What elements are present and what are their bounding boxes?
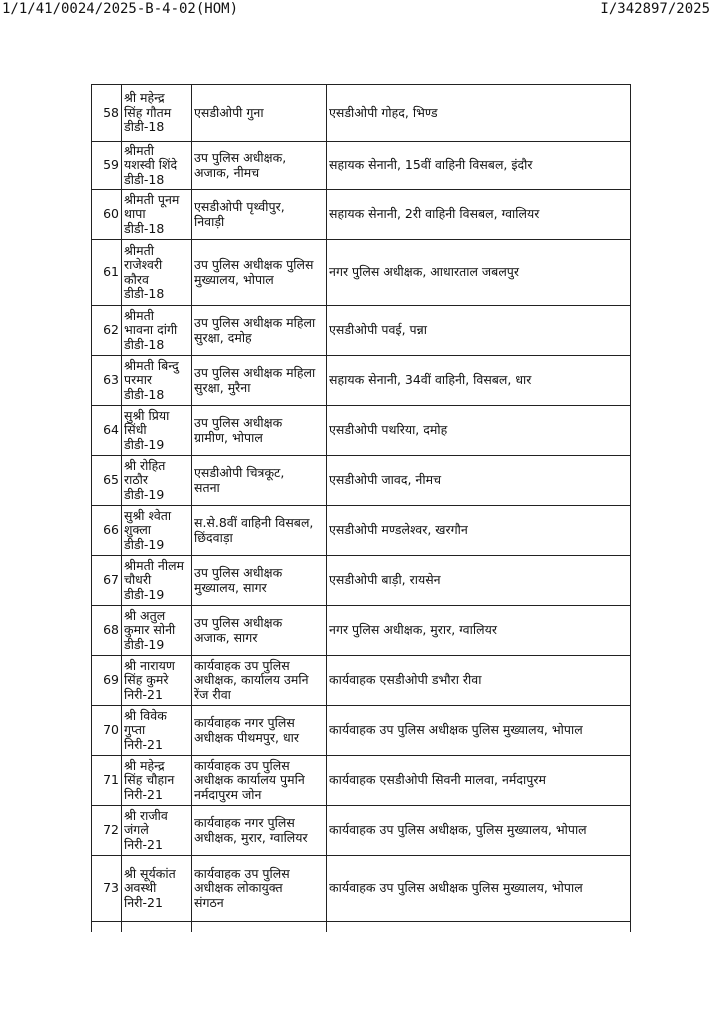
officer-name [122,856,192,922]
table-row [92,806,631,856]
new-posting: नगर पुलिस अधीक्षक, मुरार, ग्वालियर [327,606,631,656]
officer-name-line: श्रीमती नीलम [124,557,185,573]
officer-name-line: अवस्थी [124,880,157,896]
officer-name-line: डीडी-19 [124,486,165,502]
current-posting-line: उप पुलिस अधीक्षक महिला [194,315,316,330]
new-posting: सहायक सेनानी, 34वीं वाहिनी, विसबल, धार [327,356,631,406]
officer-name-line: थापा [124,206,146,222]
current-posting [192,856,327,922]
officer-name [122,806,192,856]
current-posting-line: निवाड़ी [194,213,225,229]
table-row [92,606,631,656]
serial-number: 69 [92,656,122,706]
current-posting-line: उप पुलिस अधीक्षक [194,565,283,580]
current-posting-line: स.से.8वीं वाहिनी विसबल, [194,515,314,530]
current-posting-line: सुरक्षा, मुरैना [194,379,251,395]
officer-name [122,85,192,142]
new-posting: कार्यवाहक एसडीओपी सिवनी मालवा, नर्मदापुरम [327,756,631,806]
officer-name-line: श्री महेन्द्र [124,90,165,106]
serial-number: 65 [92,456,122,506]
officer-name-line: परमार [124,372,153,388]
officer-name-line: भावना दांगी [124,322,178,338]
officer-name-line: श्रीमती [124,307,154,323]
serial-number: 70 [92,706,122,756]
table-row [92,240,631,306]
current-posting-line: नर्मदापुरम जोन [194,786,262,802]
serial-number: 66 [92,506,122,556]
new-posting: एसडीओपी पथरिया, दमोह [327,406,631,456]
current-posting-line: अधीक्षक, मुरार, ग्वालियर [194,829,308,845]
table-row [92,556,631,606]
officer-name-line: निरी-21 [124,686,163,702]
officer-name-line: डीडी-18 [124,336,165,352]
current-posting-line: ग्रामीण, भोपाल [194,429,263,445]
current-posting [192,356,327,406]
officer-name [122,656,192,706]
officer-name-line: जंगले [124,822,149,838]
table-row [92,456,631,506]
new-posting: कार्यवाहक उप पुलिस अधीक्षक पुलिस मुख्यालय, भोपाल [327,706,631,756]
current-posting-line: अधीक्षक कार्यालय पुमनि [194,772,305,788]
new-posting: एसडीओपी बाड़ी, रायसेन [327,556,631,606]
officer-name [122,456,192,506]
current-posting [192,142,327,190]
new-posting: एसडीओपी मण्डलेश्वर, खरगौन [327,506,631,556]
current-posting-line: छिंदवाड़ा [194,529,233,545]
serial-number: 58 [92,85,122,142]
current-posting [192,756,327,806]
new-posting: एसडीओपी पवई, पन्ना [327,306,631,356]
officer-name-line: सिंह चौहान [124,772,175,788]
continued-row [92,922,631,933]
officer-name [122,240,192,306]
officer-name-line: राठौर [124,472,148,488]
current-posting [192,85,327,142]
document-number: I/342897/2025 [600,1,710,17]
current-posting-line: उप पुलिस अधीक्षक [194,415,283,430]
page-header [0,0,724,20]
officer-name-line: सुश्री प्रिया [124,407,170,423]
officer-name-line: राजेश्वरी [124,257,163,272]
officer-name-line: श्री नारायण [124,657,175,673]
officer-name [122,556,192,606]
serial-number: 64 [92,406,122,456]
officer-name-line: सिंह गौतम [124,104,172,120]
officer-name [122,190,192,240]
new-posting: सहायक सेनानी, 2री वाहिनी विसबल, ग्वालियर [327,190,631,240]
officer-name-line: डीडी-18 [124,119,165,135]
officer-name-line: सुश्री श्वेता [124,507,172,523]
current-posting-line: अजाक, नीमच [194,164,260,180]
current-posting-line: एसडीओपी गुना [194,104,264,120]
serial-number: 73 [92,856,122,922]
officer-name [122,506,192,556]
serial-number: 59 [92,142,122,190]
officer-name-line: डीडी-18 [124,171,165,187]
new-posting: कार्यवाहक उप पुलिस अधीक्षक, पुलिस मुख्यालय, भोपाल [327,806,631,856]
current-posting-line: सतना [194,479,220,495]
serial-number: 72 [92,806,122,856]
serial-number: 60 [92,190,122,240]
serial-number: 61 [92,240,122,306]
officer-name-line: निरी-21 [124,786,163,802]
serial-number: 68 [92,606,122,656]
officer-name-line: निरी-21 [124,836,163,852]
current-posting [192,406,327,456]
officer-name [122,356,192,406]
table-row [92,756,631,806]
officer-name-line: कौरव [124,271,149,287]
new-posting: कार्यवाहक एसडीओपी डभौरा रीवा [327,656,631,706]
current-posting-line: कार्यवाहक उप पुलिस [194,865,290,881]
transfer-table [91,84,631,932]
current-posting-line: एसडीओपी पृथ्वीपुर, [194,199,285,214]
new-posting: एसडीओपी गोहद, भिण्ड [327,85,631,142]
officer-name-line: गुप्ता [124,722,146,738]
current-posting-line: उप पुलिस अधीक्षक महिला [194,365,316,380]
new-posting: नगर पुलिस अधीक्षक, आधारताल जबलपुर [327,240,631,306]
officer-name-line: श्रीमती पूनम [124,191,180,207]
table-row [92,706,631,756]
current-posting-line: कार्यवाहक उप पुलिस [194,757,290,773]
table-row [92,190,631,240]
current-posting [192,240,327,306]
officer-name-line: चौधरी [124,572,152,588]
officer-name-line: श्री रोहित [124,457,166,473]
officer-name-line: श्रीमती बिन्दु [124,357,179,373]
table-row [92,406,631,456]
officer-name-line: डीडी-18 [124,220,165,236]
officer-name-line: शुक्ला [124,522,152,538]
current-posting [192,506,327,556]
officer-name-line: यशस्वी शिंदे [124,157,178,173]
new-posting: सहायक सेनानी, 15वीं वाहिनी विसबल, इंदौर [327,142,631,190]
current-posting [192,556,327,606]
current-posting-line: अधीक्षक, कार्यालय उमनि [194,672,309,688]
empty-cell [92,922,122,933]
officer-name-line: डीडी-19 [124,586,165,602]
officer-name-line: डीडी-19 [124,536,165,552]
current-posting-line: कार्यवाहक उप पुलिस [194,657,290,673]
empty-cell [192,922,327,933]
table-row [92,142,631,190]
officer-name-line: निरी-21 [124,736,163,752]
officer-name [122,406,192,456]
officer-name-line: श्री राजीव [124,807,168,823]
officer-name-line: डीडी-18 [124,286,165,301]
current-posting-line: मुख्यालय, भोपाल [194,271,274,287]
officer-name-line: डीडी-18 [124,386,165,402]
officer-name-line: सिंधी [124,422,147,438]
current-posting-line: मुख्यालय, सागर [194,579,267,595]
officer-name-line: श्रीमती [124,242,154,258]
serial-number: 67 [92,556,122,606]
officer-name-line: सिंह कुमरे [124,672,169,688]
officer-name [122,706,192,756]
current-posting-line: उप पुलिस अधीक्षक, [194,150,287,165]
current-posting-line: रेंज रीवा [194,686,231,702]
officer-name-line: डीडी-19 [124,436,165,452]
officer-name [122,142,192,190]
current-posting [192,806,327,856]
officer-name [122,606,192,656]
current-posting [192,606,327,656]
empty-cell [122,922,192,933]
file-reference: 1/1/41/0024/2025-B-4-02(HOM) [2,1,239,17]
officer-name [122,306,192,356]
officer-name [122,756,192,806]
officer-name-line: कुमार सोनी [124,622,176,638]
current-posting-line: संगठन [194,894,224,910]
current-posting-line: कार्यवाहक नगर पुलिस [194,815,295,830]
current-posting [192,306,327,356]
officer-name-line: डीडी-19 [124,636,165,652]
officer-name-line: श्री अतुल [124,607,166,623]
current-posting [192,456,327,506]
serial-number: 62 [92,306,122,356]
table-row [92,506,631,556]
current-posting-line: एसडीओपी चित्रकूट, [194,465,285,480]
current-posting-line: अधीक्षक लोकायुक्त [194,880,283,896]
serial-number: 71 [92,756,122,806]
officer-name-line: श्रीमती [124,142,154,158]
current-posting-line: अधीक्षक पीथमपुर, धार [194,729,300,745]
current-posting-line: उप पुलिस अधीक्षक पुलिस [194,257,314,272]
officer-name-line: श्री विवेक [124,707,167,723]
table-row [92,656,631,706]
current-posting [192,190,327,240]
current-posting-line: कार्यवाहक नगर पुलिस [194,715,295,730]
table-row [92,356,631,406]
current-posting [192,706,327,756]
officer-name-line: श्री सूर्यकांत [124,865,176,881]
table-row [92,306,631,356]
current-posting-line: अजाक, सागर [194,629,258,645]
current-posting [192,656,327,706]
serial-number: 63 [92,356,122,406]
current-posting-line: सुरक्षा, दमोह [194,329,252,345]
officer-name-line: निरी-21 [124,894,163,910]
current-posting-line: उप पुलिस अधीक्षक [194,615,283,630]
empty-cell [327,922,631,933]
table-row [92,85,631,142]
new-posting: एसडीओपी जावद, नीमच [327,456,631,506]
table-row [92,856,631,922]
officer-name-line: श्री महेन्द्र [124,757,165,773]
transfer-table-body [92,85,631,933]
new-posting: कार्यवाहक उप पुलिस अधीक्षक पुलिस मुख्यालय, भोपाल [327,856,631,922]
